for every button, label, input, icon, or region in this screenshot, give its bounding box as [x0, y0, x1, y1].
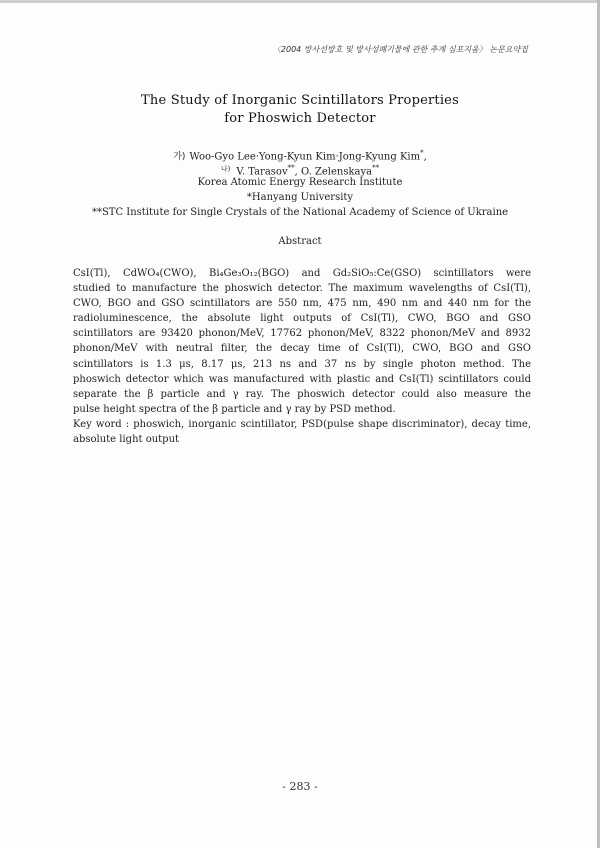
abstract-line: scintillators is 1.3 μs, 8.17 μs, 213 ns and 37 ns by single photon method. The [73, 358, 531, 370]
page-edge [0, 0, 600, 3]
abstract-line: radioluminescence, the absolute light outputs of CsI(Tl), CWO, BGO and GSO [73, 313, 531, 325]
abstract-line: scintillators are 93420 phonon/MeV, 17762 phonon/MeV, 8322 phonon/MeV and 8932 [73, 328, 531, 340]
page-number: - 283 - [282, 780, 318, 793]
abstract-heading: Abstract [278, 236, 322, 247]
author-separator: , [423, 151, 427, 163]
author-name-zelenskaya: , O. Zelenskaya [294, 166, 373, 178]
abstract-line: phoswich detector which was manufactured with plastic and CsI(Tl) scintillators could [73, 373, 531, 385]
abstract-body [73, 266, 531, 447]
author-marker-ga: 가) [173, 152, 186, 163]
author-affiliation-mark: ** [372, 164, 380, 172]
paper-title-line-2: for Phoswich Detector [224, 111, 376, 126]
author-affiliation-mark: ** [287, 164, 295, 172]
affiliation-hanyang: *Hanyang University [246, 192, 354, 203]
keywords-line: Key word : phoswich, inorganic scintillator, PSD(pulse shape discriminator), decay time, [73, 418, 531, 430]
affiliation-kaeri: Korea Atomic Energy Research Institute [197, 177, 403, 188]
author-affiliation-mark: * [420, 149, 424, 157]
author-names-korean: Woo-Gyo Lee·Yong-Kyun Kim·Jong-Kyung Kim [189, 151, 421, 163]
keywords-line: absolute light output [73, 434, 180, 446]
running-header: 〈2004 방사선방호 및 방사성폐기물에 관한 추계 심포지움〉 논문요약집 [272, 45, 528, 54]
abstract-line: CWO, BGO and GSO scintillators are 550 nm, 475 nm, 490 nm and 440 nm for the [73, 298, 531, 310]
abstract-line: pulse height spectra of the β particle and γ ray by PSD method. [73, 403, 396, 415]
author-marker-na: 나) [220, 165, 231, 174]
author-name-tarasov: V. Tarasov [236, 166, 288, 178]
paper-title-line-1: The Study of Inorganic Scintillators Properties [141, 93, 459, 108]
abstract-line: separate the β particle and γ ray. The phoswich detector could also measure the [73, 388, 531, 400]
abstract-line: studied to manufacture the phoswich detector. The maximum wavelengths of CsI(Tl), [73, 283, 531, 295]
abstract-line: phonon/MeV with neutral filter, the decay time of CsI(Tl), CWO, BGO and GSO [73, 343, 531, 355]
abstract-line: CsI(Tl), CdWO₄(CWO), Bi₄Ge₃O₁₂(BGO) and Gd₂SiO₅:Ce(GSO) scintillators were [73, 268, 531, 279]
affiliation-stc: **STC Institute for Single Crystals of the National Academy of Science of Ukraine [91, 207, 509, 218]
